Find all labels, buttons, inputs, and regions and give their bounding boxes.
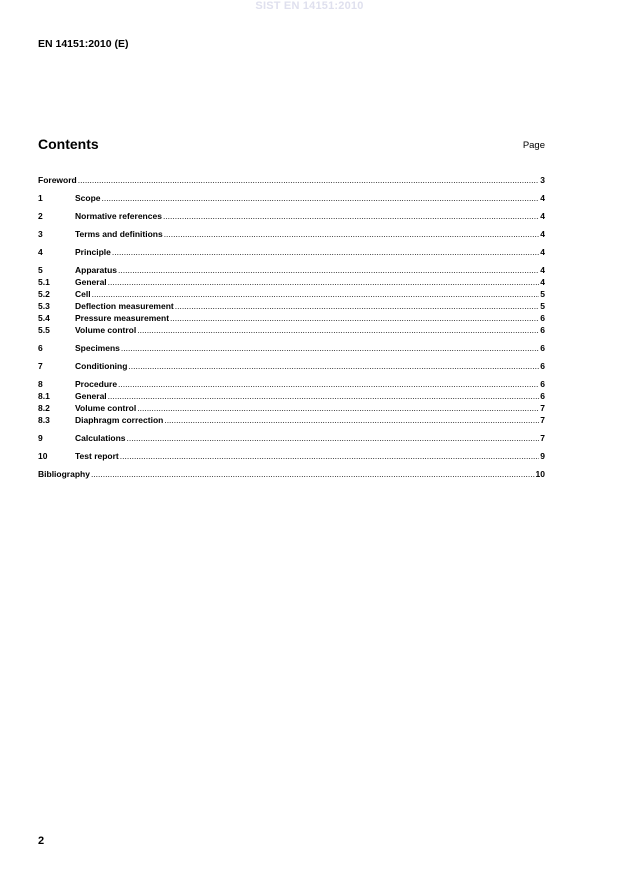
- toc-entry-title: Bibliography: [38, 469, 90, 479]
- toc-entry-pressure-measurement[interactable]: [38, 312, 545, 324]
- toc-entry-title: General: [75, 391, 107, 401]
- toc-entry-terms-and-definitions[interactable]: [38, 228, 545, 240]
- document-id: EN 14151:2010 (E): [38, 38, 129, 50]
- toc-entry-number: 5.5: [38, 325, 50, 335]
- toc-entry-number: 5.2: [38, 289, 50, 299]
- toc-dot-leader: [120, 450, 539, 462]
- toc-entry-page: 4: [540, 229, 545, 239]
- toc-entry-number: 3: [38, 229, 43, 239]
- toc-entry-number: 10: [38, 451, 48, 461]
- toc-entry-number: 9: [38, 433, 43, 443]
- toc-entry-page: 4: [540, 193, 545, 203]
- toc-entry-scope[interactable]: [38, 192, 545, 204]
- toc-entry-page: 7: [540, 433, 545, 443]
- toc-entry-title: Conditioning: [75, 361, 128, 371]
- toc-entry-cell[interactable]: [38, 288, 545, 300]
- toc-entry-foreword[interactable]: [38, 174, 545, 186]
- toc-entry-title: Procedure: [75, 379, 118, 389]
- toc-entry-page: 7: [540, 415, 545, 425]
- toc-dot-leader: [163, 210, 539, 222]
- toc-dot-leader: [112, 246, 539, 258]
- toc-entry-specimens[interactable]: [38, 342, 545, 354]
- toc-dot-leader: [164, 228, 540, 240]
- toc-entry-number: 4: [38, 247, 43, 257]
- toc-entry-procedure-volume-control[interactable]: [38, 402, 545, 414]
- toc-entry-diaphragm-correction[interactable]: [38, 414, 545, 426]
- page-number: 2: [38, 835, 45, 847]
- toc-entry-test-report[interactable]: [38, 450, 545, 462]
- toc-entry-normative-references[interactable]: [38, 210, 545, 222]
- toc-entry-page: 6: [540, 325, 545, 335]
- toc-entry-apparatus-volume-control[interactable]: [38, 324, 545, 336]
- toc-entry-page: 6: [540, 343, 545, 353]
- contents-heading: Contents: [38, 136, 99, 152]
- toc-entry-number: 2: [38, 211, 43, 221]
- toc-dot-leader: [91, 468, 535, 480]
- toc-entry-title: Terms and definitions: [75, 229, 163, 239]
- toc-dot-leader: [78, 174, 540, 186]
- toc-entry-procedure-general[interactable]: [38, 390, 545, 402]
- toc-entry-number: 8.2: [38, 403, 50, 413]
- toc-entry-page: 6: [540, 379, 545, 389]
- toc-entry-number: 7: [38, 361, 43, 371]
- toc-entry-apparatus[interactable]: [38, 264, 545, 276]
- toc-entry-page: 5: [540, 289, 545, 299]
- toc-entry-number: 5.1: [38, 277, 50, 287]
- page-column-label: Page: [522, 140, 545, 151]
- toc-entry-title: Foreword: [38, 175, 77, 185]
- table-of-contents: [38, 174, 545, 480]
- toc-dot-leader: [137, 324, 539, 336]
- toc-entry-number: 8.3: [38, 415, 50, 425]
- toc-dot-leader: [175, 300, 540, 312]
- toc-entry-title: Apparatus: [75, 265, 118, 275]
- toc-entry-conditioning[interactable]: [38, 360, 545, 372]
- toc-dot-leader: [170, 312, 539, 324]
- toc-dot-leader: [164, 414, 539, 426]
- toc-entry-page: 6: [540, 361, 545, 371]
- toc-entry-deflection-measurement[interactable]: [38, 300, 545, 312]
- toc-entry-page: 6: [540, 313, 545, 323]
- toc-dot-leader: [92, 288, 540, 300]
- toc-entry-page: 4: [540, 247, 545, 257]
- toc-entry-page: 5: [540, 301, 545, 311]
- toc-entry-number: 5: [38, 265, 43, 275]
- toc-dot-leader: [102, 192, 540, 204]
- toc-entry-title: Scope: [75, 193, 101, 203]
- toc-entry-page: 7: [540, 403, 545, 413]
- toc-entry-page: 3: [540, 175, 545, 185]
- toc-entry-procedure[interactable]: [38, 378, 545, 390]
- toc-entry-title: Diaphragm correction: [75, 415, 164, 425]
- toc-entry-calculations[interactable]: [38, 432, 545, 444]
- toc-entry-principle[interactable]: [38, 246, 545, 258]
- watermark: SIST EN 14151:2010: [255, 0, 364, 12]
- toc-dot-leader: [127, 432, 540, 444]
- toc-dot-leader: [108, 276, 540, 288]
- toc-dot-leader: [121, 342, 539, 354]
- toc-entry-bibliography[interactable]: [38, 468, 545, 480]
- toc-entry-title: General: [75, 277, 107, 287]
- toc-entry-number: 5.4: [38, 313, 50, 323]
- toc-entry-page: 10: [535, 469, 545, 479]
- toc-entry-title: Calculations: [75, 433, 126, 443]
- toc-entry-title: Principle: [75, 247, 111, 257]
- toc-entry-number: 1: [38, 193, 43, 203]
- toc-entry-title: Deflection measurement: [75, 301, 174, 311]
- toc-entry-number: 5.3: [38, 301, 50, 311]
- toc-entry-page: 4: [540, 265, 545, 275]
- toc-entry-apparatus-general[interactable]: [38, 276, 545, 288]
- toc-dot-leader: [108, 390, 540, 402]
- toc-entry-number: 8: [38, 379, 43, 389]
- toc-entry-title: Pressure measurement: [75, 313, 170, 323]
- toc-dot-leader: [118, 264, 539, 276]
- toc-dot-leader: [137, 402, 539, 414]
- toc-entry-page: 4: [540, 211, 545, 221]
- toc-entry-page: 6: [540, 391, 545, 401]
- toc-entry-number: 8.1: [38, 391, 50, 401]
- toc-entry-page: 9: [540, 451, 545, 461]
- toc-entry-title: Volume control: [75, 403, 137, 413]
- toc-entry-title: Normative references: [75, 211, 162, 221]
- toc-entry-title: Volume control: [75, 325, 137, 335]
- toc-entry-number: 6: [38, 343, 43, 353]
- toc-entry-title: Specimens: [75, 343, 120, 353]
- toc-entry-page: 4: [540, 277, 545, 287]
- toc-entry-title: Test report: [75, 451, 119, 461]
- toc-entry-title: Cell: [75, 289, 91, 299]
- toc-dot-leader: [118, 378, 539, 390]
- toc-dot-leader: [128, 360, 539, 372]
